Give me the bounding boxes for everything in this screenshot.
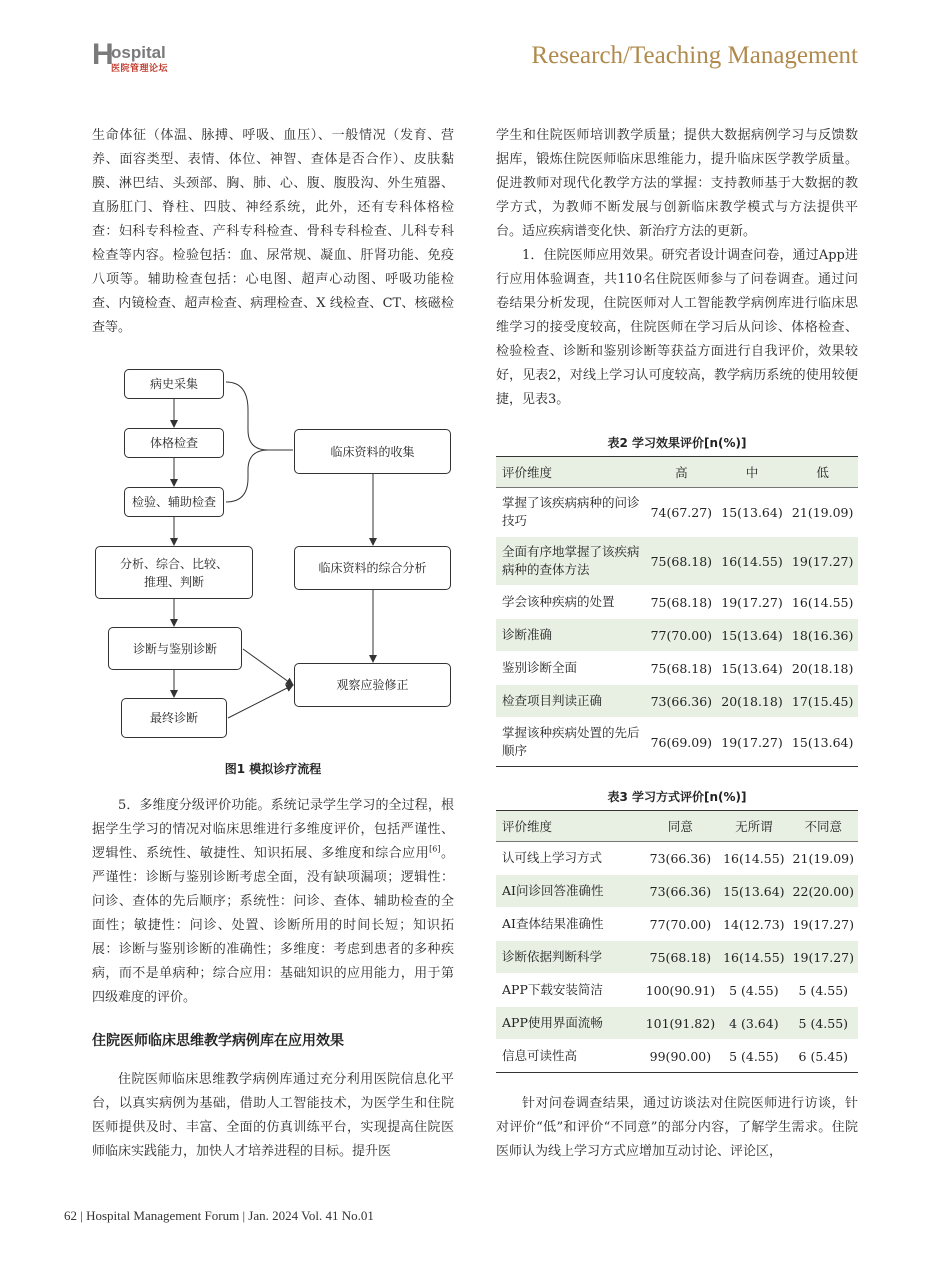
left-para-2 <box>92 794 454 1010</box>
table-cell-value: 100(90.91) <box>642 974 719 1007</box>
right-column-bottom <box>496 1092 858 1164</box>
arrow-final-observe <box>228 685 293 718</box>
box-analysis-line1: 分析、综合、比较、 <box>119 556 228 571</box>
table3 <box>496 810 858 1073</box>
table-row <box>496 908 858 941</box>
table-cell-label: 掌握该种疾病处置的先后顺序 <box>496 718 646 767</box>
section-title: Research/Teaching Management <box>531 42 858 69</box>
table-cell-value: 6 (5.45) <box>789 1040 858 1073</box>
table3-header: 同意 <box>642 811 719 842</box>
table-cell-label: 信息可读性高 <box>496 1040 642 1073</box>
table2-header: 低 <box>787 457 858 488</box>
table-cell-value: 15(13.64) <box>717 488 788 537</box>
box-history: 病史采集 <box>124 369 224 399</box>
table-cell-value: 21(19.09) <box>789 842 858 875</box>
left-column-top <box>92 124 454 340</box>
table-row <box>496 619 858 652</box>
table-row <box>496 586 858 619</box>
right-column-top <box>496 124 858 412</box>
table-cell-value: 15(13.64) <box>787 718 858 767</box>
table-cell-value: 75(68.18) <box>646 537 717 586</box>
left-column-bottom <box>92 1068 454 1164</box>
brace-connector <box>226 382 268 502</box>
right-para-1: 学生和住院医师培训教学质量；提供大数据病例学习与反馈数据库，锻炼住院医师临床思维能力，提升临床医学教学质量。促进教师对现代化教学方法的掌握：支持教师基于大数据的教学方式，为教师不断发展与创新临床教学模式与方法提供平台。适应疾病谱变化快、新治疗方法的更新。 <box>496 128 858 239</box>
table-cell-label: 诊断准确 <box>496 619 646 652</box>
table-cell-value: 20(18.18) <box>717 685 788 718</box>
table-cell-value: 73(66.36) <box>642 842 719 875</box>
left-para-2-a: 5．多维度分级评价功能。系统记录学生学习的全过程，根据学生学习的情况对临床思维进行多维度评价，包括严谨性、逻辑性、系统性、敏捷性、知识拓展、多维度和综合应用 <box>92 798 454 861</box>
table-cell-value: 19(17.27) <box>787 537 858 586</box>
table-row <box>496 488 858 537</box>
table-cell-value: 76(69.09) <box>646 718 717 767</box>
flowchart-figure <box>92 362 454 752</box>
table-cell-value: 16(14.55) <box>717 537 788 586</box>
left-column-middle <box>92 794 454 1010</box>
table3-header: 评价维度 <box>496 811 642 842</box>
table-cell-value: 19(17.27) <box>717 718 788 767</box>
table2-header: 高 <box>646 457 717 488</box>
table-row <box>496 537 858 586</box>
left-para-2-b: 。严谨性：诊断与鉴别诊断考虑全面，没有缺项漏项；逻辑性：问诊、查体的先后顺序；系统性：问诊、查体、辅助检查的全面性；敏捷性：问诊、处置、诊断所用的时间长短；知识拓展：诊断与鉴别诊断的准确性；多维度：考虑到患者的多种疾病，而不是单病种；综合应用：基础知识的应用能力，用于第四级难度的评价。 <box>92 846 454 1005</box>
logo-letter: H <box>92 38 114 71</box>
table3-header-row <box>496 811 858 842</box>
box-analysis <box>95 546 253 599</box>
table-cell-label: APP使用界面流畅 <box>496 1007 642 1040</box>
box-data-synthesis: 临床资料的综合分析 <box>294 546 451 590</box>
table-cell-value: 20(18.18) <box>787 652 858 685</box>
table2-header-row <box>496 457 858 488</box>
table-cell-label: AI查体结果准确性 <box>496 908 642 941</box>
left-para-1: 生命体征（体温、脉搏、呼吸、血压）、一般情况（发育、营养、面容类型、表情、体位、神智、查体是否合作）、皮肤黏膜、淋巴结、头颈部、胸、肺、心、腹、腹股沟、外生殖器、直肠肛门、脊柱、四肢、神经系统，此外，还有专科体格检查：妇科专科检查、产科专科检查、骨科专科检查、儿科专科检查等内容。检验包括：血、尿常规、凝血、肝肾功能、免疫八项等。辅助检查包括：心电图、超声心动图、呼吸功能检查、内镜检查、超声检查、病理检查、X 线检查、CT、核磁检查等。 <box>92 128 454 335</box>
table-cell-value: 77(70.00) <box>642 908 719 941</box>
table-cell-value: 19(17.27) <box>717 586 788 619</box>
table-cell-label: 掌握了该疾病病种的问诊技巧 <box>496 488 646 537</box>
table-cell-label: 鉴别诊断全面 <box>496 652 646 685</box>
table-row <box>496 974 858 1007</box>
table-cell-value: 19(17.27) <box>789 941 858 974</box>
page-footer: 62 | Hospital Management Forum | Jan. 2024 Vol. 41 No.01 <box>64 1208 374 1223</box>
table-row <box>496 941 858 974</box>
table3-header: 不同意 <box>789 811 858 842</box>
table-cell-value: 16(14.55) <box>719 941 788 974</box>
table-cell-value: 16(14.55) <box>719 842 788 875</box>
journal-logo <box>92 40 182 76</box>
table-cell-label: 全面有序地掌握了该疾病病种的查体方法 <box>496 537 646 586</box>
box-observe-correct: 观察应验修正 <box>294 663 451 707</box>
table-cell-value: 19(17.27) <box>789 908 858 941</box>
table-cell-value: 75(68.18) <box>646 652 717 685</box>
table-cell-value: 73(66.36) <box>642 875 719 908</box>
table-cell-label: 诊断依据判断科学 <box>496 941 642 974</box>
table-row <box>496 652 858 685</box>
table-cell-value: 77(70.00) <box>646 619 717 652</box>
table-cell-value: 5 (4.55) <box>719 974 788 1007</box>
table-cell-value: 5 (4.55) <box>789 1007 858 1040</box>
table3-caption: 表3 学习方式评价[n(%)] <box>607 790 747 804</box>
box-diagnosis: 诊断与鉴别诊断 <box>108 627 242 670</box>
citation-ref: [6] <box>429 844 441 854</box>
table-row <box>496 875 858 908</box>
figure-caption: 图1 模拟诊疗流程 <box>224 762 322 776</box>
table-cell-value: 17(15.45) <box>787 685 858 718</box>
table-cell-value: 22(20.00) <box>789 875 858 908</box>
table-cell-label: 学会该种疾病的处置 <box>496 586 646 619</box>
table2-header: 评价维度 <box>496 457 646 488</box>
table-cell-value: 15(13.64) <box>717 619 788 652</box>
box-data-collection: 临床资料的收集 <box>294 429 451 474</box>
arrow-diagnosis-observe <box>243 649 293 685</box>
table2-caption: 表2 学习效果评价[n(%)] <box>607 436 747 450</box>
box-final-diagnosis: 最终诊断 <box>121 698 227 738</box>
table-cell-value: 101(91.82) <box>642 1007 719 1040</box>
table-row <box>496 718 858 767</box>
table2 <box>496 456 858 767</box>
table-cell-value: 21(19.09) <box>787 488 858 537</box>
box-analysis-line2: 推理、判断 <box>143 574 204 589</box>
table-row <box>496 1007 858 1040</box>
table-cell-value: 15(13.64) <box>717 652 788 685</box>
left-para-3: 住院医师临床思维教学病例库通过充分利用医院信息化平台，以真实病例为基础，借助人工智能技术，为医学生和住院医师提供及时、丰富、全面的仿真训练平台，实现提高住院医师临床实践能力，加快人才培养进程的目标。提升医 <box>92 1072 454 1159</box>
table-cell-value: 99(90.00) <box>642 1040 719 1073</box>
table-cell-label: APP下载安装简洁 <box>496 974 642 1007</box>
table-cell-value: 73(66.36) <box>646 685 717 718</box>
logo-cn: 医院管理论坛 <box>111 64 169 74</box>
table-cell-value: 5 (4.55) <box>719 1040 788 1073</box>
table-cell-value: 75(68.18) <box>642 941 719 974</box>
table-cell-label: AI问诊回答准确性 <box>496 875 642 908</box>
box-lab-exam: 检验、辅助检查 <box>124 487 224 517</box>
table-cell-label: 认可线上学习方式 <box>496 842 642 875</box>
table-row <box>496 685 858 718</box>
table-cell-value: 14(12.73) <box>719 908 788 941</box>
right-para-3: 针对问卷调查结果，通过访谈法对住院医师进行访谈，针对评价“低”和评价“不同意”的部分内容，了解学生需求。住院医师认为线上学习方式应增加互动讨论、评论区， <box>496 1096 858 1159</box>
table-cell-value: 74(67.27) <box>646 488 717 537</box>
table-cell-value: 16(14.55) <box>787 586 858 619</box>
table-cell-label: 检查项目判读正确 <box>496 685 646 718</box>
table-cell-value: 5 (4.55) <box>789 974 858 1007</box>
table-cell-value: 75(68.18) <box>646 586 717 619</box>
table-row <box>496 1040 858 1073</box>
right-para-2: 1．住院医师应用效果。研究者设计调查问卷，通过App进行应用体验调查，共110名住院医师参与了问卷调查。通过问卷结果分析发现，住院医师对人工智能教学病例库进行临床思维学习的接受度较高，住院医师在学习后从问诊、体格检查、检验检查、诊断和鉴别诊断等获益方面进行自我评价，效果较好，见表2，对线上学习认可度较高，教学病历系统的使用较便捷，见表3。 <box>496 248 858 407</box>
logo-latin: ospital <box>111 43 166 62</box>
box-physical-exam: 体格检查 <box>124 428 224 458</box>
table3-header: 无所谓 <box>719 811 788 842</box>
table2-header: 中 <box>717 457 788 488</box>
table-cell-value: 4 (3.64) <box>719 1007 788 1040</box>
section-heading: 住院医师临床思维教学病例库在应用效果 <box>92 1033 344 1049</box>
table-cell-value: 15(13.64) <box>719 875 788 908</box>
table-cell-value: 18(16.36) <box>787 619 858 652</box>
table-row <box>496 842 858 875</box>
